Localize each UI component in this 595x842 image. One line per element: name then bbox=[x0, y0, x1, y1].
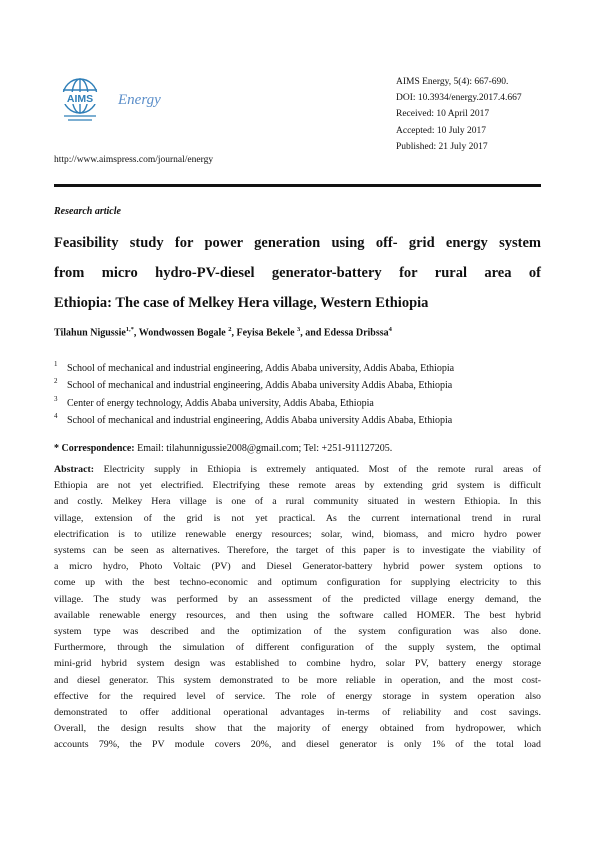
title-line: Ethiopia: The case of Melkey Hera village, Western Ethiopia bbox=[54, 295, 429, 311]
citation: AIMS Energy, 5(4): 667-690. bbox=[396, 77, 509, 87]
affiliation-number: 2 bbox=[54, 377, 58, 386]
received-date: Received: 10 April 2017 bbox=[396, 109, 490, 120]
abstract bbox=[54, 462, 541, 754]
published-date: Published: 21 July 2017 bbox=[396, 141, 488, 152]
abstract-line: village. The study was performed by an assessment of the predicted village energy demand, the bbox=[54, 593, 541, 605]
doi[interactable]: DOI: 10.3934/energy.2017.4.667 bbox=[396, 93, 522, 104]
affiliation-item bbox=[54, 377, 454, 394]
affiliation-item bbox=[54, 395, 454, 412]
abstract-line: and diesel generator. This system demonstrated to be more reliable in operation, and the most cost- bbox=[54, 674, 541, 686]
author-affil-mark: 4 bbox=[388, 326, 392, 333]
author-name: Wondwossen Bogale bbox=[138, 327, 226, 339]
header-rule bbox=[54, 184, 541, 187]
journal-name: Energy bbox=[118, 92, 161, 108]
correspondence-label: * Correspondence: bbox=[54, 443, 135, 454]
abstract-line: Ethiopia are not yet electrified. Electrifying these remote areas by extending grid system is difficult bbox=[54, 480, 541, 492]
affiliation-text: School of mechanical and industrial engineering, Addis Ababa university, Addis Ababa, Ethiopia bbox=[67, 363, 455, 374]
title-line: Feasibility study for power generation using off- grid energy system bbox=[54, 235, 541, 251]
title-line: from micro hydro-PV-diesel generator-battery for rural area of bbox=[54, 265, 541, 281]
author-affil-mark: 1, bbox=[125, 326, 131, 333]
affiliation-text: School of mechanical and industrial engineering, Addis Ababa university Addis Ababa, Ethiopia bbox=[67, 380, 453, 392]
affiliation-number: 4 bbox=[54, 411, 58, 420]
article-type: Research article bbox=[54, 206, 121, 217]
accepted-date: Accepted: 10 July 2017 bbox=[396, 125, 486, 136]
abstract-line: effective for the required level of service. The role of energy storage in system operation also bbox=[54, 690, 541, 702]
logo-text: AIMS bbox=[66, 93, 94, 105]
abstract-line: village, extension of the grid is not yet practical. As the current international trend in rural bbox=[54, 512, 541, 524]
abstract-line: come up with the best techno-economic and optimum configuration for supplying electricity to this bbox=[54, 577, 541, 589]
abstract-line: a micro hydro, Photo Voltaic (PV) and Diesel Generator-battery hybrid power system options to bbox=[54, 561, 541, 573]
abstract-line: electrification is to utilize renewable energy resources; solar, wind, biomass, and micro hydro power bbox=[54, 528, 541, 540]
affiliation-number: 3 bbox=[54, 394, 58, 403]
abstract-line: systems can be seen as alternatives. Therefore, the target of this paper is to investigate the viability of bbox=[54, 545, 541, 557]
abstract-line: available renewable energy resources, and then using the software called HOMER. The best hybrid bbox=[54, 609, 541, 621]
abstract-line: demonstrated to offer additional operational advantages in-terms of reliability and cost savings. bbox=[54, 707, 541, 719]
author-list bbox=[54, 326, 392, 338]
affiliation-text: Center of energy technology, Addis Ababa university, Addis Ababa, Ethiopia bbox=[67, 397, 374, 409]
abstract-line: system type was described and the optimization of the system configuration was also done. bbox=[54, 626, 541, 638]
author-sep: , bbox=[231, 327, 237, 339]
author-affil-mark: 2 bbox=[228, 326, 232, 333]
affiliation-item bbox=[54, 360, 454, 377]
aims-globe-logo bbox=[54, 76, 106, 126]
affiliations bbox=[54, 360, 454, 429]
affiliation-text: School of mechanical and industrial engineering, Addis Ababa university Addis Ababa, Ethiopia bbox=[67, 414, 453, 426]
abstract-line: Overall, the design results show that the majority of energy obtained from hydropower, which bbox=[54, 723, 541, 735]
abstract-line: and costly. Melkey Hera village is one of a rural community situated in western Ethiopia. In this bbox=[54, 496, 541, 508]
author-sep: , and bbox=[300, 327, 324, 339]
author-name: Feyisa Bekele bbox=[236, 327, 295, 339]
paper-title bbox=[54, 228, 541, 318]
abstract-line: Furthermore, through the simulation of different configuration of the supply system, the optimal bbox=[54, 642, 541, 654]
affiliation-item bbox=[54, 412, 454, 429]
abstract-line: mini-grid hybrid system design was established to combine hydro, solar PV, battery energy storage bbox=[54, 658, 541, 670]
author-name: Tilahun Nigussie bbox=[54, 327, 126, 339]
publication-meta bbox=[396, 74, 522, 155]
abstract-label: Abstract: bbox=[54, 464, 95, 475]
corresponding-mark: * bbox=[130, 326, 134, 333]
journal-url[interactable]: http://www.aimspress.com/journal/energy bbox=[54, 155, 214, 165]
abstract-text: Electricity supply in Ethiopia is extremely antiquated. Most of the remote rural areas of bbox=[94, 464, 541, 475]
abstract-line bbox=[54, 462, 541, 478]
author-name: Edessa Dribssa bbox=[323, 327, 389, 339]
correspondence-text: Email: tilahunnigussie2008@gmail.com; Tel: +251-911127205. bbox=[134, 443, 393, 454]
author-affil-mark: 3 bbox=[297, 326, 301, 333]
abstract-line: accounts 79%, the PV module covers 20%, and diesel generator is only 1% of the total load bbox=[54, 739, 541, 751]
affiliation-number: 1 bbox=[54, 360, 58, 368]
correspondence bbox=[54, 443, 392, 454]
author-sep: , bbox=[133, 327, 139, 339]
